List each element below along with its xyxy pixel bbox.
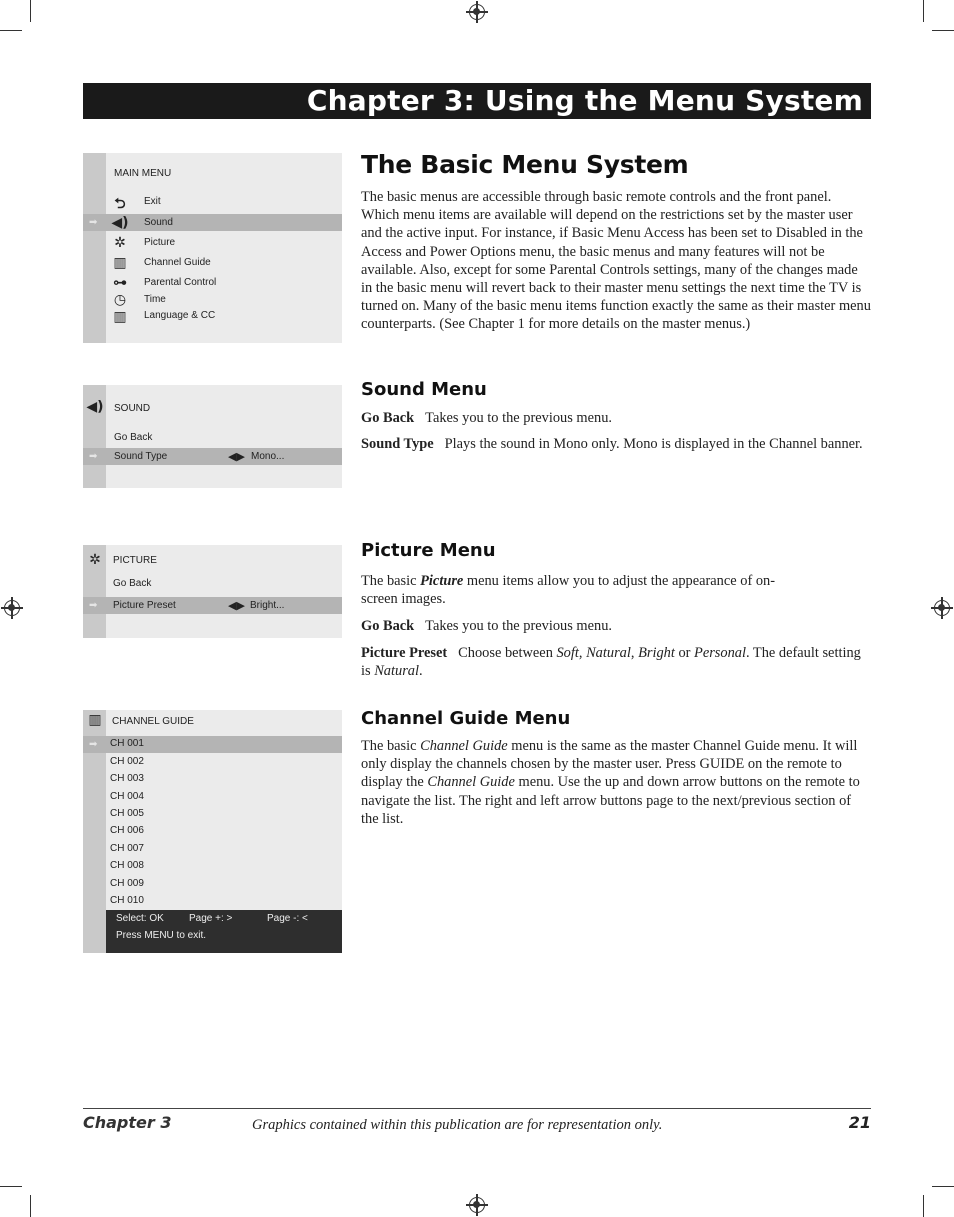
hint-select: Select: OK [116,913,164,924]
pointer-arrow-icon: ➡ [89,217,98,228]
crop-mark [923,1195,924,1217]
term: Sound Type [361,436,434,452]
channel-row[interactable]: CH 004 [110,791,144,802]
pointer-arrow-icon: ➡ [89,600,98,611]
crop-mark [923,0,924,22]
channel-guide-screen [83,710,342,953]
sound-type-paragraph: Sound Type Plays the sound in Mono only. Mono is displayed in the Channel banner. [361,436,863,452]
registration-mark-icon [934,600,950,616]
chapter-banner [83,83,871,119]
pointer-arrow-icon: ➡ [89,451,98,462]
registration-mark-icon [4,600,20,616]
crop-mark [932,30,954,31]
left-right-arrows-icon: ◀▶ [228,600,245,612]
footer-rule [83,1108,871,1109]
exit-icon: ⮌ [114,196,126,212]
crop-mark [0,30,22,31]
menu-item-language-cc[interactable]: ▥ Language & CC [83,308,342,325]
hint-page-up: Page +: > [189,913,233,924]
channel-row[interactable]: CH 008 [110,860,144,871]
crop-mark [30,1195,31,1217]
registration-mark-icon [469,1197,485,1213]
picture-heading: Picture Menu [361,540,496,561]
channel-guide-icon: ▥ [88,712,102,728]
menu-item-time[interactable]: ◷ Time [83,292,342,309]
guide-hint-bar [106,910,342,953]
channel-guide-heading: Channel Guide Menu [361,708,571,729]
menu-item-exit[interactable]: ⮌ Exit [83,194,342,211]
footer-note: Graphics contained within this publication are for representation only. [252,1117,663,1133]
menu-header: PICTURE [113,555,157,566]
sound-heading: Sound Menu [361,379,487,400]
page-number: 21 [848,1113,871,1132]
sound-icon: ◀) [86,399,104,415]
channel-row[interactable]: CH 005 [110,808,144,819]
parental-control-icon: ⊶ [113,275,127,291]
menu-item-channel-guide[interactable]: ▥ Channel Guide [83,255,342,272]
menu-header: CHANNEL GUIDE [112,716,194,727]
channel-guide-icon: ▥ [113,255,127,271]
picture-goback-paragraph: Go Back Takes you to the previous menu. [361,618,613,634]
main-menu-screen [83,153,342,343]
channel-row[interactable]: ➡ CH 001 [83,736,342,753]
left-right-arrows-icon: ◀▶ [228,451,245,463]
picture-preset-row[interactable]: ➡ Picture Preset ◀▶ Bright... [83,597,342,614]
channel-row[interactable]: CH 003 [110,773,144,784]
sound-type-value: Mono... [251,451,285,462]
menu-item-parental-control[interactable]: ⊶ Parental Control [113,275,217,291]
sound-goback-paragraph: Go Back Takes you to the previous menu. [361,410,613,426]
go-back-item[interactable]: Go Back [113,578,152,589]
registration-mark-icon [469,4,485,20]
language-icon: ▥ [113,309,127,325]
picture-preset-value: Bright... [250,600,285,611]
picture-intro-paragraph: The basic Picture menu items allow you to adjust the appearance of on-screen images. [361,573,776,608]
channel-row[interactable]: CH 009 [110,878,144,889]
picture-icon: ✲ [114,235,126,251]
picture-menu-screen [83,545,342,638]
channel-row[interactable]: CH 002 [110,756,144,767]
channel-row[interactable]: CH 010 [110,895,144,906]
crop-mark [0,1186,22,1187]
channel-row[interactable]: CH 006 [110,825,144,836]
go-back-item[interactable]: Go Back [114,432,153,443]
menu-header: SOUND [114,403,151,414]
sound-icon: ◀) [111,215,129,231]
pointer-arrow-icon: ➡ [89,739,98,750]
term: Go Back [361,618,415,634]
term: Go Back [361,410,415,426]
crop-mark [932,1186,954,1187]
term: Picture Preset [361,645,448,661]
channel-guide-paragraph: The basic Channel Guide menu is the same as the master Channel Guide menu. It will only display the channels chosen by the master user. Press GUIDE on the remote to display the Channel Guide menu. Use the up and down arrow buttons on the remote to navigate the list. The right and left arrow buttons page to the next/previous section of the list. [361,738,860,827]
clock-icon: ◷ [113,292,127,308]
menu-item-picture[interactable]: ✲ Picture [83,235,342,252]
sound-type-row[interactable]: ➡ Sound Type ◀▶ Mono... [83,448,342,465]
footer-chapter: Chapter 3 [83,1113,172,1132]
picture-preset-paragraph: Picture Preset Choose between Soft, Natural, Bright or Personal. The default setting is Natural. [361,645,861,680]
hint-exit: Press MENU to exit. [116,930,207,941]
crop-mark [30,0,31,22]
intro-paragraph: The basic menus are accessible through basic remote controls and the front panel. Which menu items are available will depend on the restrictions set by the master user and the active input. For instance, if Basic Menu Access has been set to Disabled in the Access and Power Options menu, the basic menus and many features will not be available. Also, except for some Parental Controls settings, many of the changes made in the basic menu will revert back to their master menu settings the next time the TV is turned on. Many of the basic menu items function exactly the same as their master menu counterparts. (See Chapter 1 for more details on the master menus.) [361,189,871,333]
sound-menu-screen [83,385,342,488]
channel-row[interactable]: CH 007 [110,843,144,854]
chapter-title: Chapter 3: Using the Menu System [306,84,863,117]
menu-header: MAIN MENU [114,168,172,179]
hint-page-down: Page -: < [267,913,308,924]
page-title: The Basic Menu System [361,150,689,179]
menu-item-sound[interactable]: ➡ ◀) Sound [83,214,342,231]
picture-icon: ✲ [89,552,101,568]
